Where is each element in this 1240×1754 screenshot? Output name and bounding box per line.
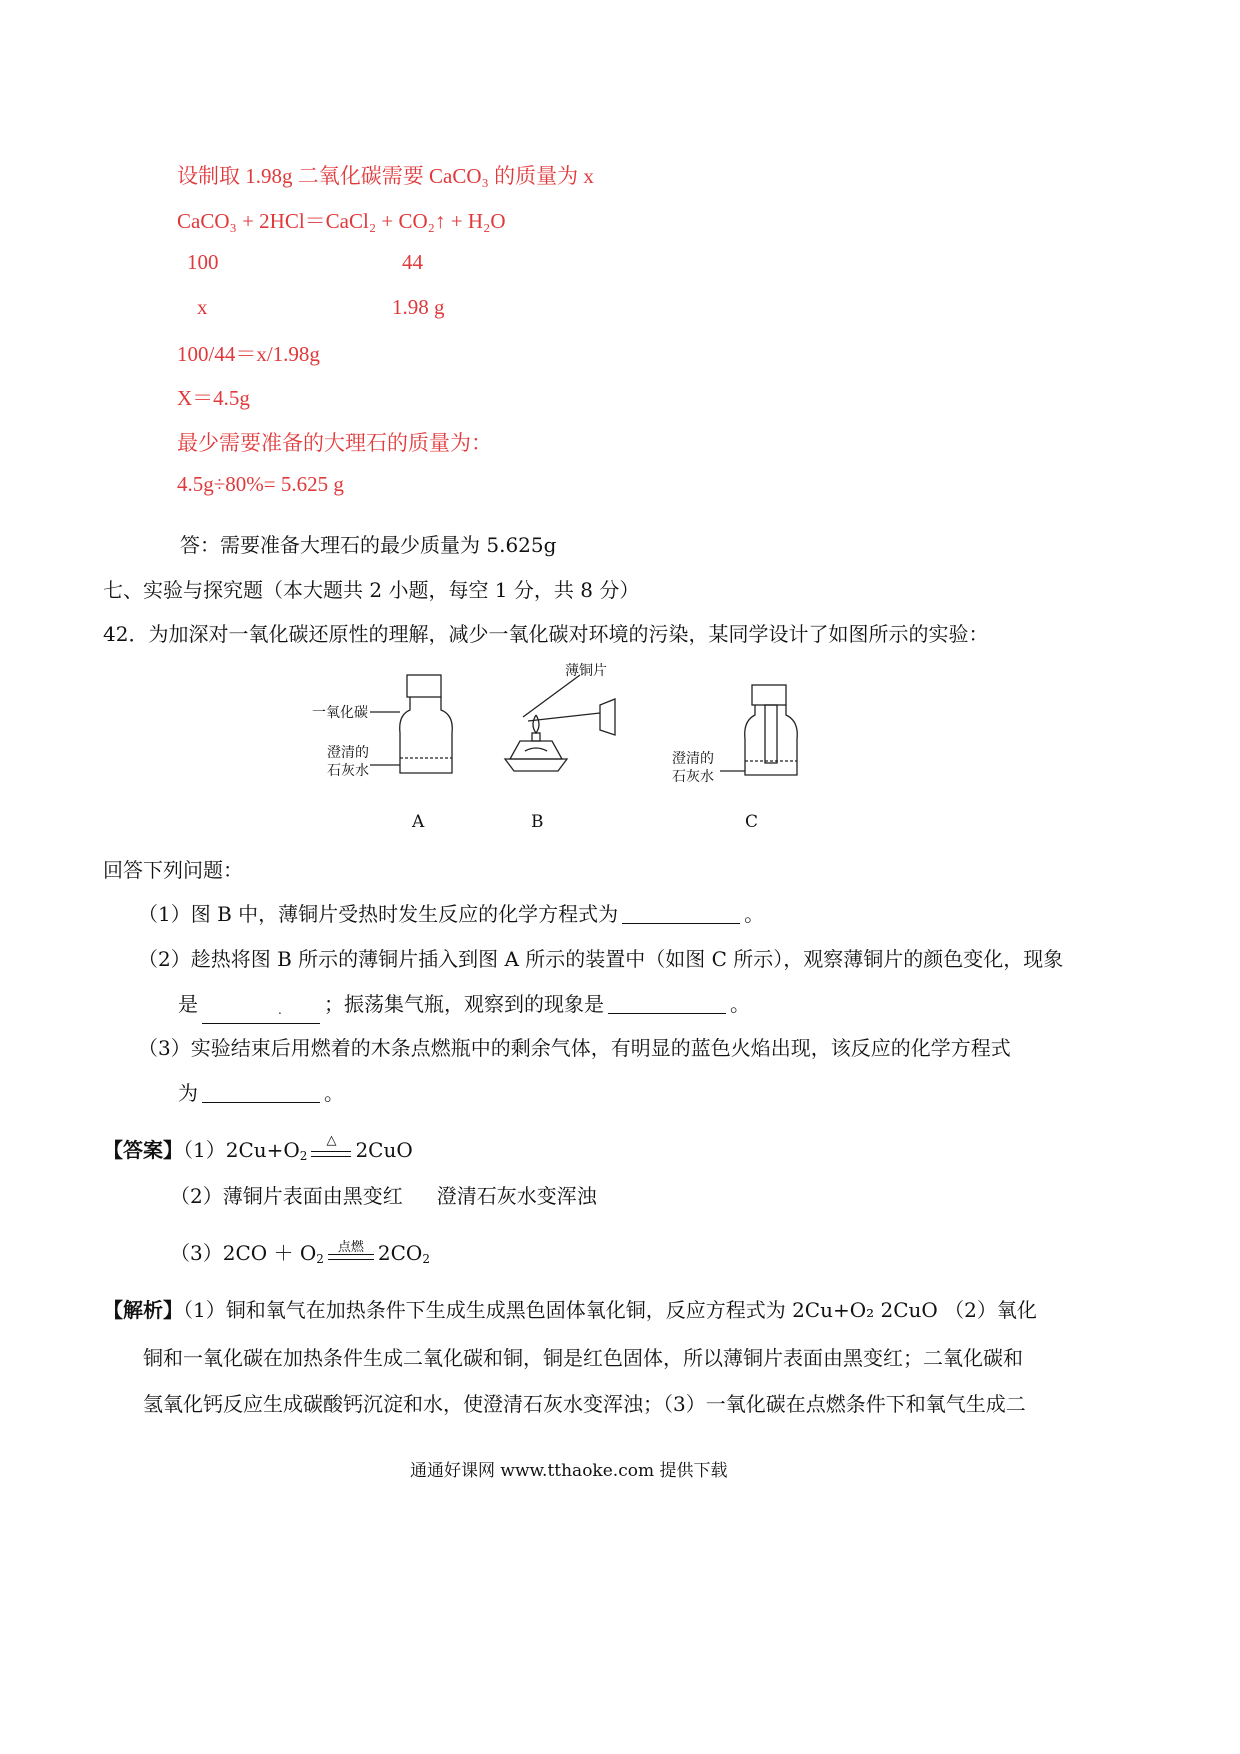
answer-1-left: （1）2Cu+O xyxy=(183,1138,300,1162)
calc-ratio: 100/44＝x/1.98g xyxy=(177,342,320,366)
burner-b xyxy=(505,675,615,771)
question-1 xyxy=(138,898,764,927)
question-3-pre: 为 xyxy=(178,1081,198,1105)
label-copper: 薄铜片 xyxy=(565,663,607,679)
section-heading: 七、实验与探究题（本大题共 2 小题，每空 1 分，共 8 分） xyxy=(103,578,640,602)
question-3-end: 。 xyxy=(324,1081,344,1105)
answer-1-sub: 2 xyxy=(299,1149,308,1163)
blank-dot: . xyxy=(278,1003,282,1017)
label-co: 一氧化碳 xyxy=(312,705,368,721)
lamp-body xyxy=(510,741,562,759)
analysis-line2: 铜和一氧化碳在加热条件生成二氧化碳和铜，铜是红色固体，所以薄铜片表面由黑变红；二氧化碳和 xyxy=(143,1346,1023,1370)
bottle-a-stopper xyxy=(407,675,441,697)
question-42: 42．为加深对一氧化碳还原性的理解，减少一氧化碳对环境的污染，某同学设计了如图所示的实验： xyxy=(103,622,989,646)
question-3-line1: （3）实验结束后用燃着的木条点燃瓶中的剩余气体，有明显的蓝色火焰出现，该反应的化学方程式 xyxy=(138,1036,1011,1060)
analysis-line1 xyxy=(103,1294,1037,1323)
question-3-line2 xyxy=(178,1077,344,1106)
calc-mass-198: 1.98 g xyxy=(392,295,445,319)
ignite-label: 点燃 xyxy=(337,1240,364,1255)
analysis-text-1: （1）铜和氧气在加热条件下生成生成黑色固体氧化铜，反应方程式为 2Cu+O₂ 2CuO （2）氧化 xyxy=(183,1298,1037,1322)
calc-equation: CaCO₃ + 2HCl＝CaCl₂ + CO₂↑ + H₂O xyxy=(177,209,506,233)
answer-blank-3[interactable] xyxy=(202,1082,320,1103)
bottle-c xyxy=(720,685,797,775)
answer-blank-2b[interactable] xyxy=(608,993,726,1014)
copper-strip-c xyxy=(765,705,777,763)
answer-2-part2: 澄清石灰水变浑浊 xyxy=(436,1184,597,1208)
label-a-lime-1: 澄清的 xyxy=(327,745,369,761)
bottle-c-stopper xyxy=(752,685,786,705)
answer-2 xyxy=(170,1180,597,1209)
heat-triangle-icon: △ xyxy=(326,1133,337,1148)
bottle-a xyxy=(370,675,452,773)
answer-3 xyxy=(170,1237,430,1266)
flame xyxy=(533,715,539,733)
bottle-c-body xyxy=(745,705,798,775)
calc-final: 4.5g÷80%= 5.625 g xyxy=(177,472,344,496)
question-2-pre: 是 xyxy=(178,992,198,1016)
copper-sheet xyxy=(600,699,615,735)
calc-mass-x: x xyxy=(197,295,208,319)
question-2-line2 xyxy=(178,988,750,1024)
answer-line: 答：需要准备大理石的最少质量为 5.625g xyxy=(180,533,557,557)
analysis-line3: 氢氧化钙反应生成碳酸钙沉淀和水，使澄清石灰水变浑浊；（3）一氧化碳在点燃条件下和氧气生成二 xyxy=(143,1392,1026,1416)
bottle-a-body xyxy=(400,697,453,773)
reaction-condition-ignite xyxy=(328,1242,374,1264)
question-1-text: （1）图 B 中，薄铜片受热时发生反应的化学方程式为 xyxy=(138,902,619,926)
question-2-mid: ；振荡集气瓶，观察到的现象是 xyxy=(324,992,604,1016)
page-footer: 通通好课网 www.tthaoke.com 提供下载 xyxy=(410,1461,728,1481)
answer-1 xyxy=(103,1134,413,1163)
answer-3-sub: 2 xyxy=(316,1252,324,1266)
answer-tag: 【答案】 xyxy=(103,1138,183,1162)
answer-3-left: （3）2CO ＋ O xyxy=(170,1241,317,1265)
figure-letter-c: C xyxy=(745,812,759,832)
copper-holder-line xyxy=(523,675,580,717)
figure-letter-b: B xyxy=(531,812,544,832)
calc-need-text: 最少需要准备的大理石的质量为： xyxy=(177,431,492,455)
question-2-end: 。 xyxy=(730,992,750,1016)
answer-blank-2a[interactable] xyxy=(202,1003,320,1024)
questions-intro: 回答下列问题： xyxy=(103,858,243,882)
experiment-figure xyxy=(300,655,820,840)
answer-3-right-sub: 2 xyxy=(422,1252,430,1266)
label-c-lime-1: 澄清的 xyxy=(672,751,714,767)
question-1-end: 。 xyxy=(744,902,765,926)
calc-mass-44: 44 xyxy=(402,250,423,274)
calc-line-setup: 设制取 1.98g 二氧化碳需要 CaCO₃ 的质量为 x xyxy=(177,164,594,188)
calc-result: X＝4.5g xyxy=(177,386,250,410)
reaction-condition-heat xyxy=(311,1133,351,1161)
label-a-lime-2: 石灰水 xyxy=(327,763,369,779)
answer-blank-1[interactable] xyxy=(622,903,740,924)
label-c-lime-2: 石灰水 xyxy=(672,769,714,785)
answer-1-right: 2CuO xyxy=(355,1138,413,1162)
answer-2-part1: （2）薄铜片表面由黑变红 xyxy=(170,1184,403,1208)
analysis-tag: 【解析】 xyxy=(103,1298,183,1322)
figure-letter-a: A xyxy=(412,812,425,832)
calc-mass-100: 100 xyxy=(187,250,219,274)
question-2-line1: （2）趁热将图 B 所示的薄铜片插入到图 A 所示的装置中（如图 C 所示），观察薄铜片的颜色变化，现象 xyxy=(138,947,1064,971)
answer-3-right: 2CO xyxy=(377,1241,423,1265)
